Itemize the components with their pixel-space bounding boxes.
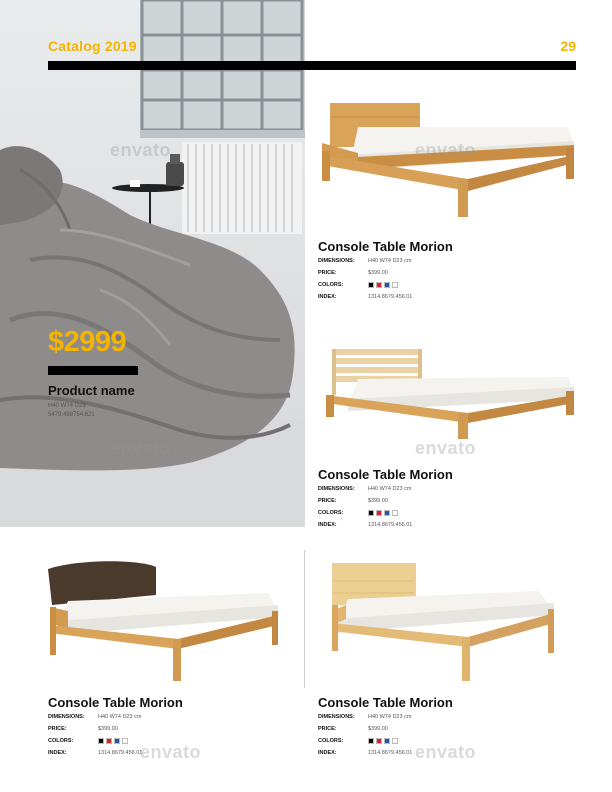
spec-label: PRICE: <box>318 726 337 732</box>
spec-label: COLORS: <box>48 738 74 744</box>
spec-label: DIMENSIONS: <box>318 714 355 720</box>
product-title: Console Table Morion <box>318 239 453 254</box>
page-number: 29 <box>560 38 576 54</box>
product-card <box>318 325 588 535</box>
spec-price <box>318 269 388 278</box>
swatch-white[interactable] <box>392 510 398 516</box>
color-swatches <box>368 282 398 288</box>
spec-index <box>318 749 412 758</box>
product-title: Console Table Morion <box>48 695 183 710</box>
spec-label: INDEX: <box>318 750 337 756</box>
swatch-black[interactable] <box>98 738 104 744</box>
spec-label: COLORS: <box>318 738 344 744</box>
spec-price <box>318 497 388 506</box>
spec-value: 1314.8679.456.01 <box>368 750 413 756</box>
watermark: envato <box>415 742 477 762</box>
swatch-blue[interactable] <box>384 282 390 288</box>
swatch-white[interactable] <box>122 738 128 744</box>
hero-price: $2999 <box>48 326 127 358</box>
spec-value: 1314.8679.456.01 <box>368 522 413 528</box>
spec-value: H40 W74 D23 cm <box>368 714 412 720</box>
spec-label: INDEX: <box>318 294 337 300</box>
hero-bar <box>48 366 138 375</box>
swatch-black[interactable] <box>368 510 374 516</box>
watermark: envato <box>110 438 172 458</box>
spec-colors <box>318 737 398 746</box>
swatch-black[interactable] <box>368 738 374 744</box>
spec-dimensions <box>48 713 141 722</box>
swatch-white[interactable] <box>392 282 398 288</box>
header-bar <box>48 61 576 70</box>
spec-index <box>318 521 412 530</box>
spec-label: PRICE: <box>318 270 337 276</box>
spec-dimensions <box>318 257 411 266</box>
column-divider <box>304 550 305 688</box>
spec-label: COLORS: <box>318 510 344 516</box>
spec-dimensions <box>318 485 411 494</box>
spec-colors <box>48 737 128 746</box>
spec-value: $399.00 <box>98 726 118 732</box>
swatch-red[interactable] <box>376 510 382 516</box>
spec-label: DIMENSIONS: <box>318 258 355 264</box>
spec-value: $399.00 <box>368 726 388 732</box>
spec-value: 1314.8679.456.01 <box>368 294 413 300</box>
bed-image <box>318 95 588 235</box>
spec-value: $399.00 <box>368 270 388 276</box>
product-card <box>48 545 318 760</box>
color-swatches <box>368 738 398 744</box>
spec-label: COLORS: <box>318 282 344 288</box>
watermark: envato <box>415 438 477 458</box>
spec-label: DIMENSIONS: <box>48 714 85 720</box>
swatch-red[interactable] <box>106 738 112 744</box>
swatch-white[interactable] <box>392 738 398 744</box>
spec-label: DIMENSIONS: <box>318 486 355 492</box>
spec-value: H40 W74 D23 cm <box>98 714 142 720</box>
spec-colors <box>318 281 398 290</box>
catalog-label: Catalog 2019 <box>48 38 137 54</box>
spec-index <box>48 749 142 758</box>
swatch-red[interactable] <box>376 738 382 744</box>
hero-product-name: Product name <box>48 383 135 398</box>
product-card <box>318 545 588 760</box>
swatch-red[interactable] <box>376 282 382 288</box>
product-card <box>318 95 588 310</box>
spec-value: H40 W74 D23 cm <box>368 258 412 264</box>
spec-label: PRICE: <box>318 498 337 504</box>
swatch-blue[interactable] <box>384 510 390 516</box>
swatch-blue[interactable] <box>114 738 120 744</box>
spec-dimensions <box>318 713 411 722</box>
spec-index <box>318 293 412 302</box>
spec-label: INDEX: <box>318 522 337 528</box>
bed-image <box>318 545 588 685</box>
watermark: envato <box>415 140 477 160</box>
product-title: Console Table Morion <box>318 695 453 710</box>
spec-value: H40 W74 D23 cm <box>368 486 412 492</box>
watermark: envato <box>140 742 202 762</box>
swatch-blue[interactable] <box>384 738 390 744</box>
swatch-black[interactable] <box>368 282 374 288</box>
spec-price <box>318 725 388 734</box>
color-swatches <box>98 738 128 744</box>
watermark: envato <box>110 140 172 160</box>
bed-image <box>48 545 318 685</box>
hero-dimensions: H40 W74 D23 <box>48 403 86 409</box>
spec-label: PRICE: <box>48 726 67 732</box>
spec-value: $399.00 <box>368 498 388 504</box>
hero-meta <box>48 402 95 420</box>
spec-colors <box>318 509 398 518</box>
spec-price <box>48 725 118 734</box>
product-title: Console Table Morion <box>318 467 453 482</box>
spec-value: 1314.8679.456.01 <box>98 750 143 756</box>
color-swatches <box>368 510 398 516</box>
hero-index: 5479.498754.621 <box>48 412 95 418</box>
spec-label: INDEX: <box>48 750 67 756</box>
